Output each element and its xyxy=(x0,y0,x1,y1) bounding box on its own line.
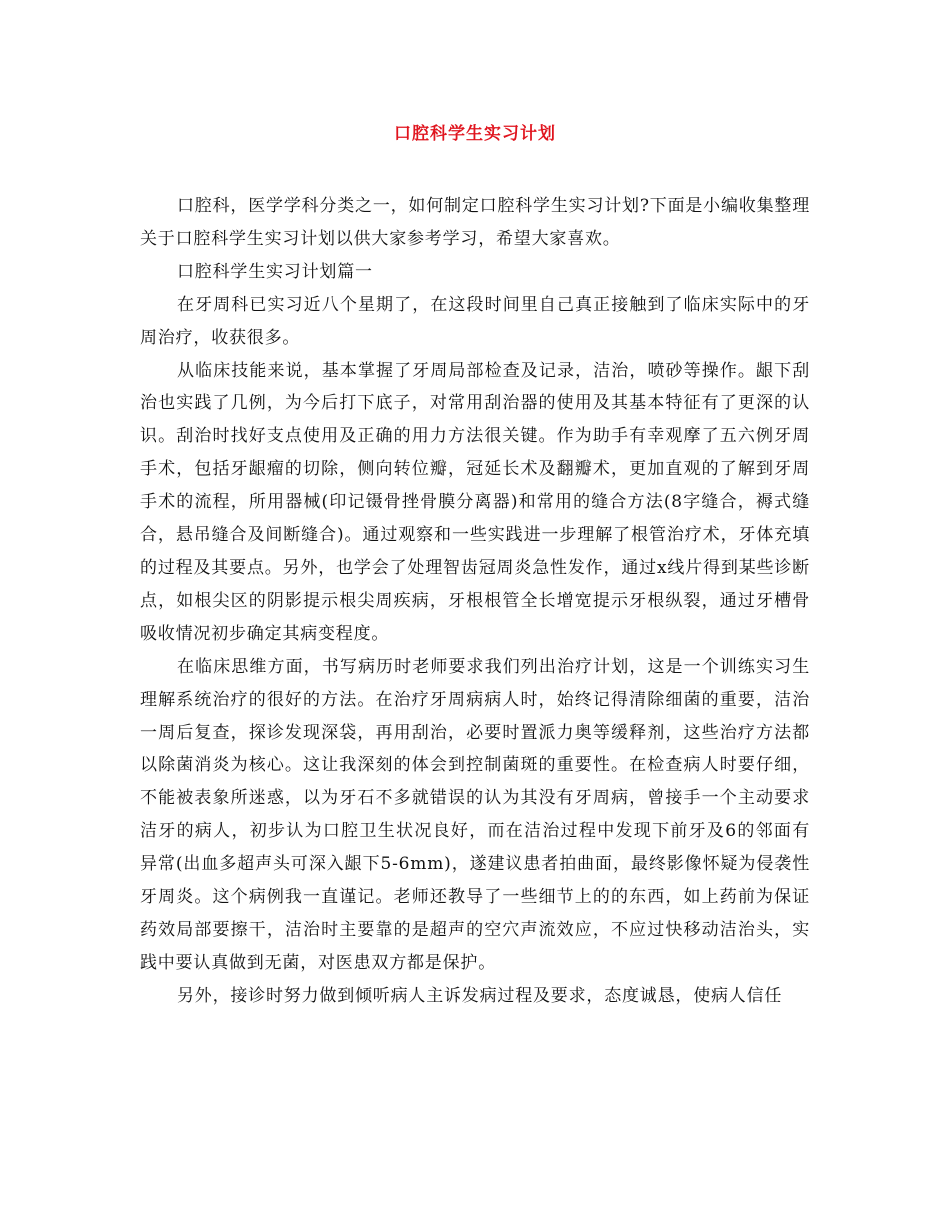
paragraph: 另外，接诊时努力做到倾听病人主诉发病过程及要求，态度诚恳，使病人信任 xyxy=(177,985,783,1006)
section-heading: 口腔科学生实习计划篇一 xyxy=(177,261,373,282)
paragraph: 从临床技能来说，基本掌握了牙周局部检查及记录，洁治，喷砂等操作。龈下刮治也实践了几例，为今后打下底子，对常用刮治器的使用及其基本特征有了更深的认识。刮治时找好支点使用及正确的用力方法很关键。作为助手有幸观摩了五六例牙周手术，包括牙龈瘤的切除，侧向转位瓣，冠延长术及翻瓣术，更加直观的了解到牙周手术的流程，所用器械(印记镊骨挫骨膜分离器)和常用的缝合方法(8字缝合，褥式缝合，悬吊缝合及间断缝合)。通过观察和一些实践进一步理解了根管治疗术，牙体充填的过程及其要点。另外，也学会了处理智齿冠周炎急性发作，通过x线片得到某些诊断点，如根尖区的阴影提示根尖周疾病，牙根根管全长增宽提示牙根纵裂，通过牙槽骨吸收情况初步确定其病变程度。 xyxy=(140,360,810,644)
paragraph: 在临床思维方面，书写病历时老师要求我们列出治疗计划，这是一个训练实习生理解系统治疗的很好的方法。在治疗牙周病病人时，始终记得清除细菌的重要，洁治一周后复查，探诊发现深袋，再用刮治，必要时置派力奥等缓释剂，这些治疗方法都以除菌消炎为核心。这让我深刻的体会到控制菌斑的重要性。在检查病人时要仔细，不能被表象所迷惑，以为牙石不多就错误的认为其没有牙周病，曾接手一个主动要求洁牙的病人，初步认为口腔卫生状况良好，而在洁治过程中发现下前牙及6的邻面有异常(出血多超声头可深入龈下5-6mm)，遂建议患者拍曲面，最终影像怀疑为侵袭性牙周炎。这个病例我一直谨记。老师还教导了一些细节上的的东西，如上药前为保证药效局部要擦干，洁治时主要靠的是超声的空穴声流效应，不应过快移动洁治头，实践中要认真做到无菌，对医患双方都是保护。 xyxy=(140,656,810,973)
paragraph-intro: 口腔科，医学学科分类之一，如何制定口腔科学生实习计划?下面是小编收集整理关于口腔科学生实习计划以供大家参考学习，希望大家喜欢。 xyxy=(140,196,810,249)
document-body xyxy=(140,190,810,1013)
paragraph: 在牙周科已实习近八个星期了，在这段时间里自己真正接触到了临床实际中的牙周治疗，收获很多。 xyxy=(140,294,810,348)
document-title: 口腔科学生实习计划 xyxy=(394,124,556,144)
